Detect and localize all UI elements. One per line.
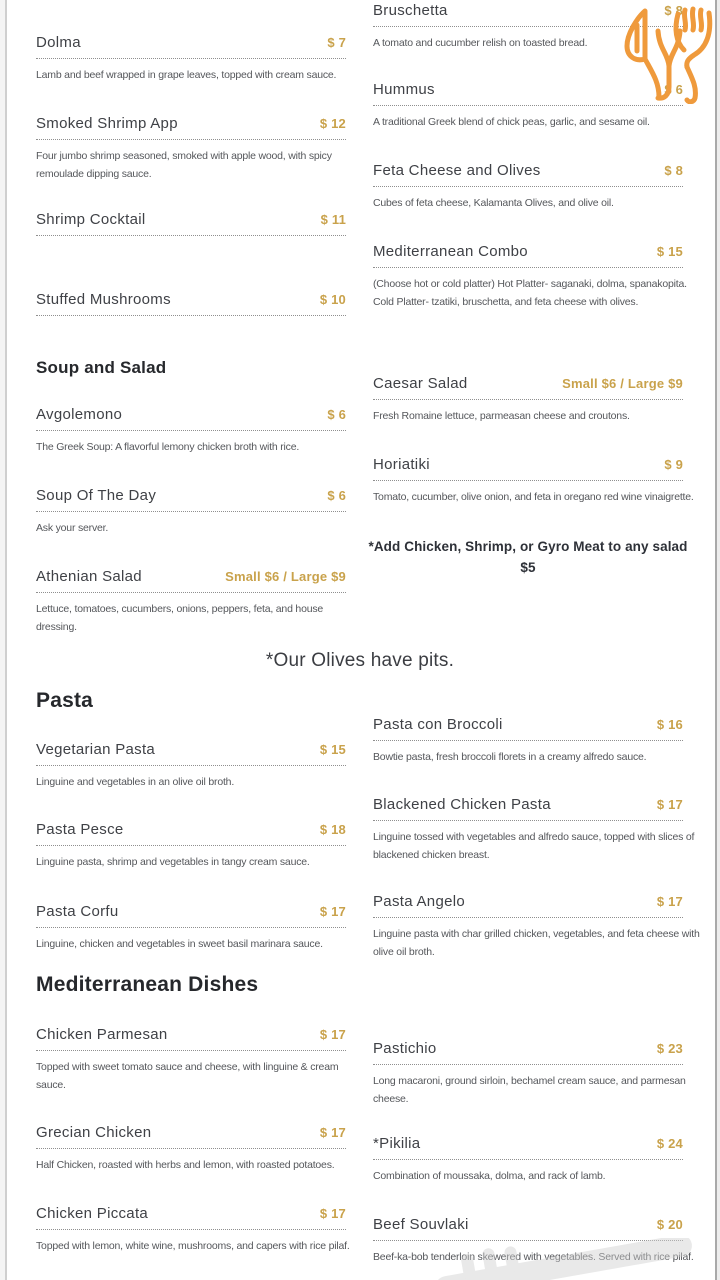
menu-item-price: $ 17 <box>319 1125 346 1140</box>
menu-item <box>373 374 683 425</box>
menu-item <box>36 114 346 183</box>
menu-item-description: The Greek Soup: A flavorful lemony chicken broth with rice. <box>36 441 300 453</box>
menu-item <box>36 290 346 323</box>
menu-item-header <box>373 1134 683 1160</box>
menu-item-header <box>36 820 346 846</box>
menu-item-price: $ 17 <box>319 1027 346 1042</box>
menu-item-header <box>36 1025 346 1051</box>
menu-item-header <box>373 715 683 741</box>
menu-item-header <box>373 455 683 481</box>
menu-item-price: $ 17 <box>319 904 346 919</box>
menu-item-price: $ 20 <box>656 1217 683 1232</box>
menu-item-description: A traditional Greek blend of chick peas, garlic, and sesame oil. <box>373 116 650 128</box>
menu-item-header <box>36 33 346 59</box>
menu-item-description: Bowtie pasta, fresh broccoli florets in a creamy alfredo sauce. <box>373 751 647 763</box>
menu-item-name: Stuffed Mushrooms <box>36 291 171 308</box>
menu-item-name: Horiatiki <box>373 456 430 473</box>
menu-item-header <box>36 114 346 140</box>
menu-item <box>373 455 694 506</box>
menu-item-description: Topped with sweet tomato sauce and cheese, with linguine & cream sauce. <box>36 1061 339 1091</box>
menu-item <box>36 1123 346 1174</box>
menu-item-description: A tomato and cucumber relish on toasted bread. <box>373 37 588 49</box>
menu-item-price: $ 15 <box>319 742 346 757</box>
menu-item-description: Cubes of feta cheese, Kalamanta Olives, and olive oil. <box>373 197 614 209</box>
menu-item <box>373 892 700 961</box>
menu-item <box>373 1039 686 1108</box>
menu-item-name: Pastichio <box>373 1040 437 1057</box>
menu-item <box>373 80 683 131</box>
menu-item-description: Linguine, chicken and vegetables in sweet basil marinara sauce. <box>36 938 323 950</box>
menu-item-name: Pasta Angelo <box>373 893 466 910</box>
menu-item-header <box>36 210 346 236</box>
menu-item-header <box>36 567 346 593</box>
menu-item <box>36 820 346 871</box>
menu-item-description: Topped with lemon, white wine, mushrooms, and capers with rice pilaf. <box>36 1240 350 1252</box>
menu-item-price: $ 24 <box>656 1136 683 1151</box>
menu-item <box>373 1215 694 1266</box>
menu-item-header <box>36 1204 346 1230</box>
menu-item <box>36 902 346 953</box>
menu-item-name: Feta Cheese and Olives <box>373 162 541 179</box>
menu-item <box>36 33 346 84</box>
menu-item-name: *Pikilia <box>373 1135 421 1152</box>
menu-item-header <box>373 795 683 821</box>
menu-item-name: Mediterranean Combo <box>373 243 528 260</box>
menu-item <box>36 486 346 537</box>
menu-item-name: Smoked Shrimp App <box>36 115 178 132</box>
menu-item-description: Lettuce, tomatoes, cucumbers, onions, peppers, feta, and house dressing. <box>36 603 324 633</box>
menu-item-price: $ 23 <box>656 1041 683 1056</box>
menu-item-price: $ 17 <box>656 894 683 909</box>
menu-item-name: Pasta con Broccoli <box>373 716 503 733</box>
menu-item-header <box>373 1039 683 1065</box>
menu-item-header <box>36 740 346 766</box>
menu-item-header <box>373 1215 683 1241</box>
section-heading-mediterranean-dishes: Mediterranean Dishes <box>36 973 259 996</box>
menu-item-price: $ 6 <box>327 488 346 503</box>
menu-item-name: Athenian Salad <box>36 568 142 585</box>
menu-item-header <box>373 1 683 27</box>
menu-item-description: Four jumbo shrimp seasoned, smoked with apple wood, with spicy remoulade dipping sauce. <box>36 150 332 180</box>
menu-item-price: $ 8 <box>664 3 683 18</box>
menu-item-description: Long macaroni, ground sirloin, bechamel cream sauce, and parmesan cheese. <box>373 1075 686 1105</box>
menu-item-price: $ 7 <box>327 35 346 50</box>
menu-item-price: $ 17 <box>656 797 683 812</box>
menu-item-price: Small $6 / Large $9 <box>562 376 683 391</box>
menu-item-description: Combination of moussaka, dolma, and rack of lamb. <box>373 1170 606 1182</box>
salad-addon-price: $5 <box>520 560 536 575</box>
section-heading-pasta: Pasta <box>36 689 94 712</box>
menu-item-header <box>373 242 683 268</box>
menu-item-price: $ 17 <box>319 1206 346 1221</box>
menu-item-header <box>373 80 683 106</box>
menu-item <box>36 740 346 791</box>
menu-item-price: $ 15 <box>656 244 683 259</box>
menu-item-name: Chicken Parmesan <box>36 1026 168 1043</box>
menu-item-price: $ 12 <box>319 116 346 131</box>
section-heading-soup-and-salad: Soup and Salad <box>36 358 167 377</box>
menu-item-price: $ 18 <box>319 822 346 837</box>
menu-item-name: Caesar Salad <box>373 375 468 392</box>
menu-item-name: Soup Of The Day <box>36 487 157 504</box>
menu-item-description: Tomato, cucumber, olive onion, and feta in oregano red wine vinaigrette. <box>373 491 694 503</box>
menu-item <box>36 210 346 243</box>
menu-item-price: $ 8 <box>664 163 683 178</box>
menu-item-description: Linguine pasta with char grilled chicken, vegetables, and feta cheese with olive oil broth. <box>373 928 700 958</box>
menu-item-name: Chicken Piccata <box>36 1205 149 1222</box>
menu-item-header <box>36 290 346 316</box>
menu-item-header <box>373 374 683 400</box>
menu-item-description: Linguine tossed with vegetables and alfredo sauce, topped with slices of blackened chicken breast. <box>373 831 695 861</box>
menu-item-header <box>36 902 346 928</box>
menu-item-price: $ 6 <box>664 82 683 97</box>
menu-item-name: Dolma <box>36 34 81 51</box>
menu-item <box>36 405 346 456</box>
menu-item-name: Vegetarian Pasta <box>36 741 156 758</box>
menu-item-name: Avgolemono <box>36 406 123 423</box>
menu-item-price: Small $6 / Large $9 <box>225 569 346 584</box>
menu-item-name: Hummus <box>373 81 435 98</box>
menu-item-description: Fresh Romaine lettuce, parmeasan cheese and croutons. <box>373 410 630 422</box>
menu-item-name: Pasta Pesce <box>36 821 124 838</box>
salad-addon-text: *Add Chicken, Shrimp, or Gyro Meat to any salad <box>368 539 688 554</box>
salad-addon-note <box>368 536 688 578</box>
menu-item-price: $ 9 <box>664 457 683 472</box>
menu-item-name: Grecian Chicken <box>36 1124 152 1141</box>
menu-item-description: Half Chicken, roasted with herbs and lemon, with roasted potatoes. <box>36 1159 335 1171</box>
menu-item <box>373 795 695 864</box>
menu-item-header <box>36 405 346 431</box>
menu-item-header <box>373 892 683 918</box>
menu-item-description: Lamb and beef wrapped in grape leaves, topped with cream sauce. <box>36 69 337 81</box>
menu-item-price: $ 16 <box>656 717 683 732</box>
menu-item-price: $ 10 <box>319 292 346 307</box>
menu-item-description: (Choose hot or cold platter) Hot Platter- saganaki, dolma, spanakopita. Cold Platter- tzatiki, bruschetta, and feta cheese with olives. <box>373 278 687 308</box>
menu-item <box>36 1025 346 1094</box>
menu-item-description: Linguine pasta, shrimp and vegetables in tangy cream sauce. <box>36 856 310 868</box>
left-border-line <box>5 0 7 1280</box>
menu-item <box>373 715 683 766</box>
menu-item-price: $ 6 <box>327 407 346 422</box>
menu-item-price: $ 11 <box>320 212 346 227</box>
menu-item <box>36 1204 350 1255</box>
menu-item-name: Pasta Corfu <box>36 903 119 920</box>
menu-item <box>373 1134 683 1185</box>
menu-item-header <box>373 161 683 187</box>
menu-item-description: Ask your server. <box>36 522 109 534</box>
menu-item <box>36 567 346 636</box>
menu-item-description: Linguine and vegetables in an olive oil broth. <box>36 776 235 788</box>
olives-note: *Our Olives have pits. <box>265 650 455 671</box>
menu-item <box>373 242 687 311</box>
menu-item <box>373 161 683 212</box>
menu-item-name: Shrimp Cocktail <box>36 211 146 228</box>
menu-item-name: Bruschetta <box>373 2 448 19</box>
menu-item-header <box>36 1123 346 1149</box>
menu-item-name: Blackened Chicken Pasta <box>373 796 551 813</box>
menu-item-description: Beef-ka-bob tenderloin skewered with vegetables. Served with rice pilaf. <box>373 1251 694 1263</box>
menu-item-header <box>36 486 346 512</box>
menu-item-name: Beef Souvlaki <box>373 1216 469 1233</box>
menu-item <box>373 1 683 52</box>
